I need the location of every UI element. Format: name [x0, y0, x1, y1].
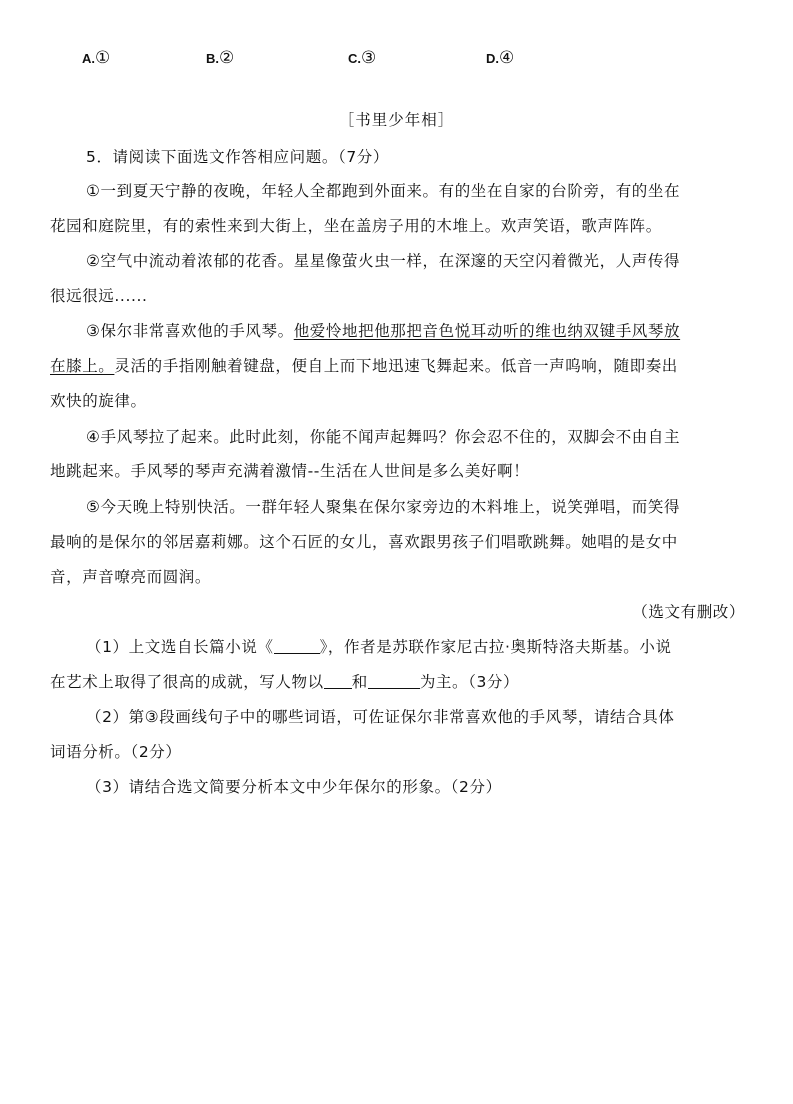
sub-question-3-line-1: （3）请结合选文简要分析本文中少年保尔的形象。（2分）	[86, 778, 502, 796]
option-a-symbol: ①	[95, 48, 111, 68]
option-c-letter: C.	[348, 51, 361, 66]
option-a[interactable]	[82, 48, 110, 68]
sub-question-2-line-1: （2）第③段画线句子中的哪些词语，可佐证保尔非常喜欢他的手风琴，请结合具体	[86, 708, 675, 726]
answer-options	[0, 48, 793, 70]
option-b-letter: B.	[206, 51, 219, 66]
paragraph-4-line-2: 地跳起来。手风琴的琴声充满着激情--生活在人世间是多么美好啊！	[50, 462, 530, 480]
sub-question-1-line-2	[50, 671, 750, 693]
underlined-sentence-part-1: 他爱怜地把他那把音色悦耳动听的维也纳双键手风琴放	[293, 322, 681, 340]
option-c-symbol: ③	[361, 48, 377, 68]
paragraph-3-line-3: 欢快的旋律。	[50, 392, 147, 410]
option-c[interactable]	[348, 48, 376, 68]
underlined-sentence-part-2: 在膝上。	[50, 357, 115, 375]
technique-blank-2[interactable]	[368, 672, 420, 689]
paragraph-5-line-2: 最响的是保尔的邻居嘉莉娜。这个石匠的女儿，喜欢跟男孩子们唱歌跳舞。她唱的是女中	[50, 533, 678, 551]
paragraph-2-line-2: 很远很远......	[50, 287, 148, 305]
sub-question-1-text-continued: 》，作者是苏联作家尼古拉·奥斯特洛夫斯基。小说	[319, 638, 672, 656]
sub-question-1-line-1	[86, 636, 786, 658]
option-a-letter: A.	[82, 51, 95, 66]
sub-question-2-line-2: 词语分析。（2分）	[50, 743, 182, 761]
option-d-letter: D.	[486, 51, 499, 66]
source-note: （选文有删改）	[632, 603, 745, 621]
paragraph-3-text: ③保尔非常喜欢他的手风琴。	[86, 322, 294, 340]
paragraph-3-line-1	[86, 320, 786, 342]
paragraph-1-line-1: ①一到夏天宁静的夜晚，年轻人全都跑到外面来。有的坐在自家的台阶旁，有的坐在	[86, 182, 681, 200]
paragraph-2-line-1: ②空气中流动着浓郁的花香。星星像萤火虫一样，在深邃的天空闪着微光，人声传得	[86, 252, 681, 270]
option-b[interactable]	[206, 48, 234, 68]
paragraph-3-line-2	[50, 355, 750, 377]
sub-question-1-text: （1）上文选自长篇小说《	[86, 638, 274, 656]
technique-blank-1[interactable]	[324, 672, 352, 689]
paragraph-3-text-continued: 灵活的手指刚触着键盘，便自上而下地迅速飞舞起来。低音一声呜响，随即奏出	[114, 357, 678, 375]
paragraph-5-line-1: ⑤今天晚上特别快活。一群年轻人聚集在保尔家旁边的木料堆上，说笑弹唱，而笑得	[86, 498, 681, 516]
option-b-symbol: ②	[219, 48, 235, 68]
sub-question-1-conjunction: 和	[351, 673, 368, 691]
book-title-blank[interactable]	[274, 637, 320, 654]
sub-question-1-text-line-2: 在艺术上取得了很高的成就，写人物以	[50, 673, 324, 691]
sub-question-1-points: 为主。（3分）	[419, 673, 520, 691]
option-d[interactable]	[486, 48, 514, 68]
paragraph-1-line-2: 花园和庭院里，有的索性来到大街上，坐在盖房子用的木堆上。欢声笑语，歌声阵阵。	[50, 217, 662, 235]
question-heading: 5．请阅读下面选文作答相应问题。（7分）	[86, 148, 389, 166]
option-d-symbol: ④	[499, 48, 515, 68]
paragraph-4-line-1: ④手风琴拉了起来。此时此刻，你能不闻声起舞吗？你会忍不住的，双脚会不由自主	[86, 428, 681, 446]
paragraph-5-line-3: 音，声音嘹亮而圆润。	[50, 568, 212, 586]
section-title: ［书里少年相］	[338, 111, 455, 129]
